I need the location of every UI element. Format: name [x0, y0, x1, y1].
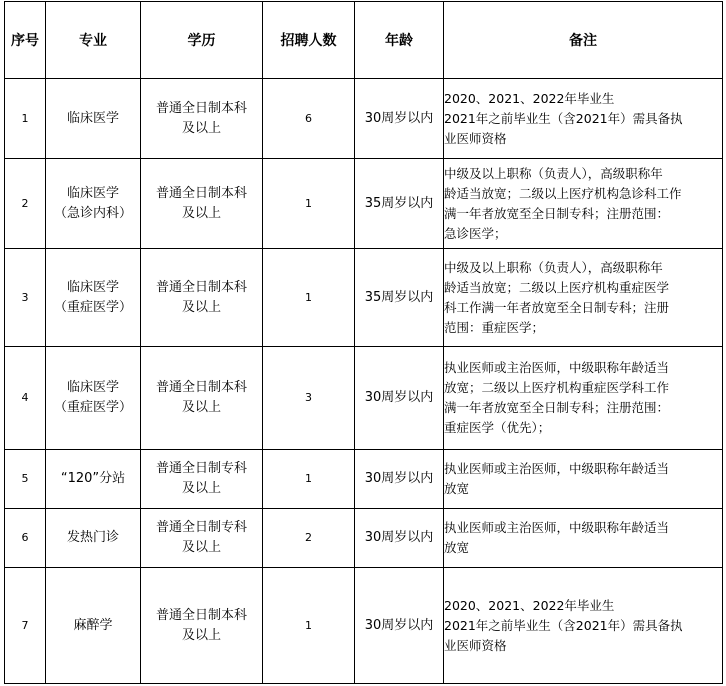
- table-row: [5, 450, 723, 509]
- header-row: [5, 2, 723, 79]
- cell-education-line: 及以上: [181, 540, 221, 555]
- cell-education-line: 及以上: [181, 481, 221, 496]
- cell-education-line: 及以上: [181, 120, 221, 136]
- header-major: 专业: [46, 2, 141, 79]
- cell-note-line: 满一年者放宽至全日制专科；注册范围：: [444, 400, 670, 415]
- cell-no: 3: [5, 249, 46, 347]
- cell-major-line: （急诊内科）: [53, 205, 132, 221]
- cell-note-line: 2020、2021、2022年毕业生: [444, 90, 615, 106]
- cell-education-line: 普通全日制专科: [155, 520, 247, 535]
- cell-note-line: 业医师资格: [444, 637, 507, 653]
- cell-count: 2: [263, 509, 355, 568]
- cell-major-line: “120”分站: [60, 471, 126, 486]
- cell-age: 30周岁以内: [355, 79, 444, 159]
- cell-education-line: 及以上: [181, 627, 221, 643]
- recruitment-table: [4, 1, 723, 684]
- cell-major-line: 麻醉学: [73, 617, 113, 633]
- cell-note: [444, 568, 723, 684]
- cell-major: [46, 79, 141, 159]
- cell-note: [444, 509, 723, 568]
- cell-note-line: 中级及以上职称（负责人），高级职称年: [444, 165, 663, 181]
- table-row: [5, 568, 723, 684]
- table-row: [5, 79, 723, 159]
- cell-count: 3: [263, 347, 355, 450]
- cell-major-line: 临床医学: [66, 110, 119, 126]
- cell-education: [141, 79, 263, 159]
- cell-education-line: 及以上: [181, 205, 221, 221]
- cell-no: 6: [5, 509, 46, 568]
- cell-major: [46, 568, 141, 684]
- cell-note: [444, 249, 723, 347]
- cell-education: [141, 159, 263, 249]
- cell-education: [141, 347, 263, 450]
- cell-no: 5: [5, 450, 46, 509]
- cell-count: 1: [263, 568, 355, 684]
- cell-no: 2: [5, 159, 46, 249]
- cell-age: 35周岁以内: [355, 249, 444, 347]
- cell-major-line: （重症医学）: [53, 400, 132, 415]
- cell-note-line: 急诊医学；: [444, 225, 507, 241]
- cell-count: 6: [263, 79, 355, 159]
- cell-major-line: 临床医学: [66, 380, 119, 395]
- cell-major-line: 临床医学: [66, 185, 119, 201]
- cell-note-line: 执业医师或主治医师，中级职称年龄适当: [444, 360, 670, 375]
- cell-education-line: 及以上: [181, 299, 221, 315]
- cell-no: 7: [5, 568, 46, 684]
- cell-note-line: 2020、2021、2022年毕业生: [444, 597, 615, 613]
- cell-education-line: 普通全日制本科: [155, 279, 247, 295]
- cell-major: [46, 347, 141, 450]
- cell-age: 30周岁以内: [355, 509, 444, 568]
- cell-count: 1: [263, 249, 355, 347]
- header-age: 年龄: [355, 2, 444, 79]
- cell-note-line: 放宽: [444, 481, 470, 496]
- cell-education: [141, 249, 263, 347]
- header-no: 序号: [5, 2, 46, 79]
- table-row: [5, 347, 723, 450]
- cell-education-line: 普通全日制本科: [155, 185, 247, 201]
- cell-note-line: 执业医师或主治医师，中级职称年龄适当: [444, 520, 670, 535]
- cell-education-line: 普通全日制专科: [155, 461, 247, 476]
- cell-education-line: 普通全日制本科: [155, 380, 247, 395]
- cell-note-line: 2021年之前毕业生（含2021年）需具备执: [444, 617, 683, 633]
- cell-note-line: 满一年者放宽至全日制专科；注册范围：: [444, 205, 670, 221]
- header-education: 学历: [141, 2, 263, 79]
- cell-education-line: 普通全日制本科: [155, 607, 247, 623]
- cell-note-line: 放宽: [444, 540, 470, 555]
- cell-count: 1: [263, 159, 355, 249]
- cell-education-line: 及以上: [181, 400, 221, 415]
- header-note: 备注: [444, 2, 723, 79]
- cell-major: [46, 159, 141, 249]
- cell-note-line: 科工作满一年者放宽至全日制专科；注册: [444, 299, 670, 315]
- cell-note-line: 业医师资格: [444, 130, 507, 146]
- cell-education: [141, 509, 263, 568]
- cell-education-line: 普通全日制本科: [155, 100, 247, 116]
- cell-major: [46, 509, 141, 568]
- table-row: [5, 509, 723, 568]
- cell-age: 35周岁以内: [355, 159, 444, 249]
- cell-major-line: 临床医学: [66, 279, 119, 295]
- cell-education: [141, 568, 263, 684]
- cell-note: [444, 347, 723, 450]
- cell-major: [46, 249, 141, 347]
- cell-note: [444, 159, 723, 249]
- table-row: [5, 159, 723, 249]
- cell-count: 1: [263, 450, 355, 509]
- cell-age: 30周岁以内: [355, 568, 444, 684]
- cell-age: 30周岁以内: [355, 450, 444, 509]
- cell-note-line: 龄适当放宽；二级以上医疗机构急诊科工作: [444, 185, 682, 201]
- cell-major-line: （重症医学）: [53, 299, 132, 315]
- cell-note: [444, 79, 723, 159]
- cell-note-line: 龄适当放宽；二级以上医疗机构重症医学: [444, 279, 670, 295]
- cell-education: [141, 450, 263, 509]
- header-count: 招聘人数: [263, 2, 355, 79]
- cell-note-line: 中级及以上职称（负责人），高级职称年: [444, 259, 663, 275]
- cell-note-line: 重症医学（优先）；: [444, 420, 551, 435]
- cell-no: 4: [5, 347, 46, 450]
- table-row: [5, 249, 723, 347]
- cell-major: [46, 450, 141, 509]
- cell-note: [444, 450, 723, 509]
- cell-note-line: 执业医师或主治医师，中级职称年龄适当: [444, 461, 670, 476]
- cell-age: 30周岁以内: [355, 347, 444, 450]
- cell-no: 1: [5, 79, 46, 159]
- cell-note-line: 范围：重症医学；: [444, 319, 545, 335]
- cell-note-line: 2021年之前毕业生（含2021年）需具备执: [444, 110, 683, 126]
- cell-major-line: 发热门诊: [66, 530, 119, 545]
- cell-note-line: 放宽；二级以上医疗机构重症医学科工作: [444, 380, 670, 395]
